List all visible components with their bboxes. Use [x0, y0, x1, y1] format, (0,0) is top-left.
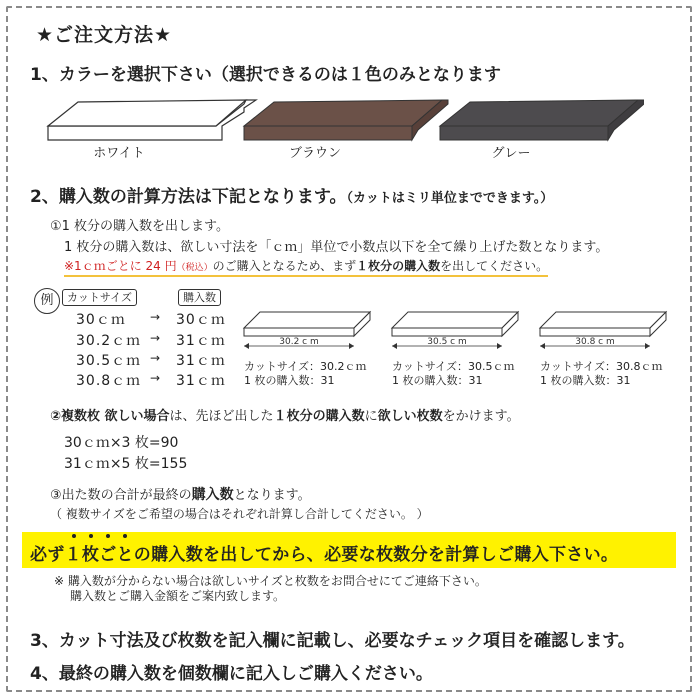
- sub3-line1: [50, 484, 311, 504]
- color-label-brown: ブラウン: [288, 146, 341, 161]
- sub3-line2: （ 複数サイズをご希望の場合はそれぞれ計算し合計してください。 ）: [50, 507, 429, 521]
- board-caption-qty: 1 枚の購入数：31: [540, 374, 631, 387]
- sub1-line3: [64, 257, 548, 277]
- conv-qty-2: 31ｃｍ: [176, 353, 226, 369]
- conv-arrow: →: [150, 331, 161, 345]
- board-dim-label: 30.2 c m: [279, 337, 319, 347]
- sub2-bold3: 欲しい枚数: [377, 409, 443, 424]
- sub3-text1: ③出た数の合計が最終の: [50, 488, 192, 503]
- step2-heading: [30, 182, 553, 207]
- conv-cut-3: 30.8ｃｍ: [76, 373, 142, 389]
- page-title: ★ご注文方法★: [36, 24, 173, 46]
- step3-heading: 3、カット寸法及び枚数を記入欄に記載し、必要なチェック項目を確認します。: [30, 631, 635, 651]
- emphasis-dot: [123, 534, 127, 538]
- example-mark: 例: [34, 288, 60, 314]
- sub2-text2: に: [364, 409, 378, 424]
- sub2-line: [50, 405, 520, 424]
- step1-heading: 1、カラーを選択下さい（選択できるのは１色のみとなります: [30, 65, 501, 85]
- emphasis-dot: [106, 534, 110, 538]
- board-caption-cut: カットサイズ：30.8ｃｍ: [540, 360, 663, 373]
- board-dim-label: 30.8 c m: [575, 337, 615, 347]
- sub1-line2: 1 枚分の購入数は、欲しい寸法を「ｃｍ」単位で小数点以下を全て繰り上げた数となります。: [64, 240, 609, 255]
- board-gray: [440, 100, 644, 140]
- conv-qty-1: 31ｃｍ: [176, 333, 226, 349]
- board-caption-qty: 1 枚の購入数：31: [244, 374, 335, 387]
- note-line-2: 購入数とご購入金額をご案内致します。: [70, 589, 286, 603]
- conv-qty-0: 30ｃｍ: [176, 312, 226, 328]
- sub1-line3-b: のご購入となるため、まず: [212, 259, 357, 273]
- sub1-line3-bold: １枚分の購入数: [356, 259, 441, 273]
- color-label-gray: グレー: [491, 146, 531, 161]
- emphasis-dot: [89, 534, 93, 538]
- tax-note: （税込）: [176, 263, 213, 273]
- board-caption-cut: カットサイズ：30.2ｃｍ: [244, 360, 367, 373]
- step4-heading: 4、最終の購入数を個数欄に記入しご購入ください。: [30, 664, 433, 684]
- price-note: ※1ｃｍごとに 24 円: [64, 259, 177, 273]
- cut-size-tag: カットサイズ: [62, 289, 137, 306]
- conv-arrow: →: [150, 310, 161, 324]
- conv-arrow: →: [150, 351, 161, 365]
- example-boards: [240, 306, 680, 358]
- color-boards: [44, 96, 644, 142]
- board-caption-cut: カットサイズ：30.5ｃｍ: [392, 360, 515, 373]
- sub3-text2: となります。: [233, 488, 311, 503]
- sub1-line1: ①1 枚分の購入数を出します。: [50, 219, 230, 234]
- sub2-text1: は、先ほど出した: [169, 409, 274, 424]
- conv-cut-2: 30.5ｃｍ: [76, 353, 142, 369]
- conv-qty-3: 31ｃｍ: [176, 373, 226, 389]
- sub2-text3: をかけます。: [442, 409, 520, 424]
- calc-line-1: 30ｃｍ×3 枚=90: [64, 435, 179, 451]
- board-white: [48, 100, 256, 140]
- note-line-1: ※ 購入数が分からない場合は欲しいサイズと枚数をお問合せにてご連絡下さい。: [54, 574, 487, 588]
- sub2-bold1: ②複数枚 欲しい場合: [50, 409, 170, 424]
- sub2-bold2: １枚分の購入数: [273, 409, 365, 424]
- banner-text: 必ず１枚ごとの購入数を出してから、必要な枚数分を計算しご購入下さい。: [30, 545, 619, 565]
- calc-line-2: 31ｃｍ×5 枚=155: [64, 456, 188, 472]
- conv-cut-1: 30.2ｃｍ: [76, 333, 142, 349]
- board-brown: [244, 100, 448, 140]
- board-dim-label: 30.5 c m: [427, 337, 467, 347]
- board-caption-qty: 1 枚の購入数：31: [392, 374, 483, 387]
- purchase-tag: 購入数: [178, 289, 221, 306]
- step2-heading-note: （カットはミリ単位までできます。）: [346, 191, 554, 206]
- emphasis-dot: [72, 534, 76, 538]
- conv-arrow: →: [150, 371, 161, 385]
- sub1-line3-c: を出してください。: [440, 259, 549, 273]
- conv-cut-0: 30ｃｍ: [76, 312, 126, 328]
- step2-heading-main: 2、購入数の計算方法は下記となります。: [30, 187, 347, 207]
- color-label-white: ホワイト: [93, 146, 145, 161]
- sub3-bold: 購入数: [191, 487, 234, 503]
